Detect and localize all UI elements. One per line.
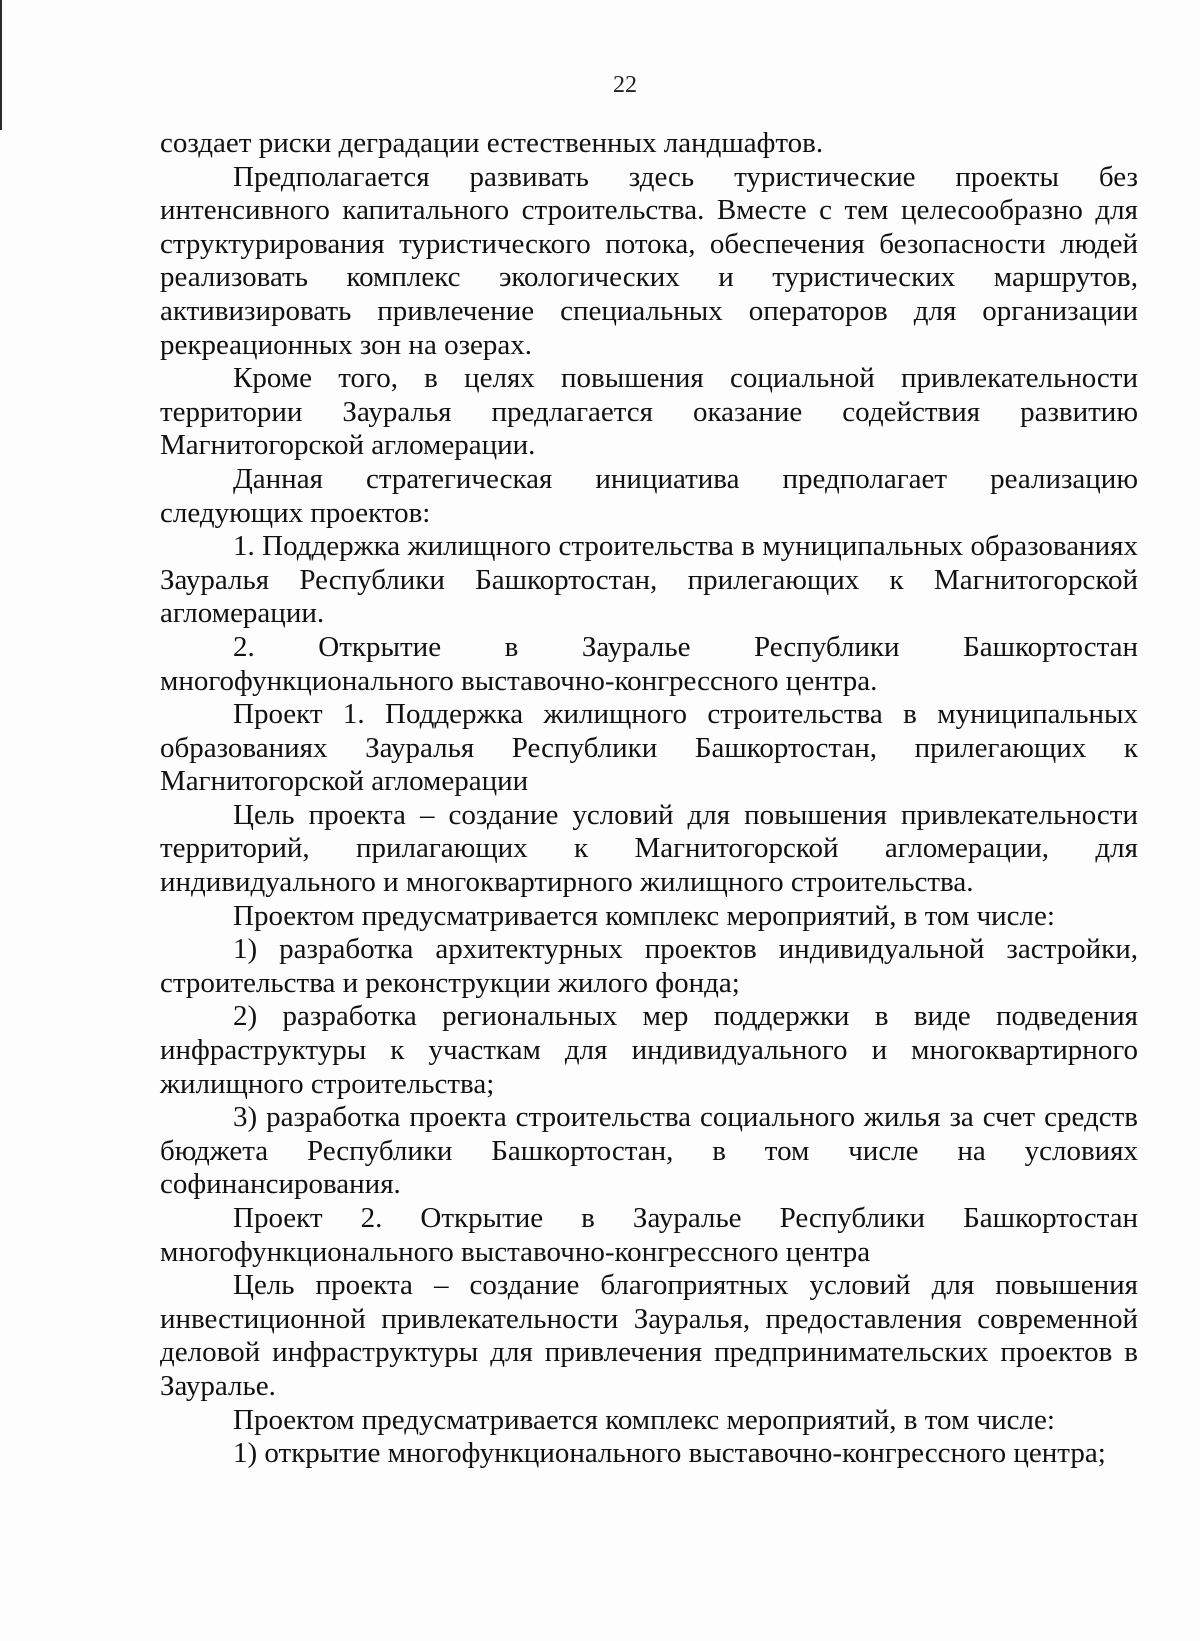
list-item-project-2: 2. Открытие в Зауралье Республики Башкортостан многофункционального выставочно-конгрессного центра. — [160, 630, 1138, 697]
project-2-measures-intro: Проектом предусматривается комплекс мероприятий, в том числе: — [233, 1403, 1055, 1436]
project-1-goal: Цель проекта – создание условий для повышения привлекательности территорий, прилагающих к Магнитогорской агломерации, для индивидуального и многоквартирного жилищного строительства. — [160, 798, 1138, 899]
paragraph-2: Предполагается развивать здесь туристические проекты без интенсивного капитального строительства. Вместе с тем целесообразно для структурирования туристического потока, обеспечения безопасности людей реализовать комплекс экологических и туристических маршрутов, активизировать привлечение специальных операторов для организации рекреационных зон на озерах. — [160, 160, 1138, 361]
project-1-measures-intro: Проектом предусматривается комплекс мероприятий, в том числе: — [233, 899, 1055, 932]
scan-edge-line — [0, 0, 2, 130]
project-1-measure-3: 3) разработка проекта строительства социального жилья за счет средств бюджета Республики Башкортостан, в том числе на условиях софинансирования. — [160, 1101, 1138, 1201]
page-number: 22 — [613, 72, 637, 98]
paragraph-4: Данная стратегическая инициатива предполагает реализацию следующих проектов: — [160, 462, 1138, 529]
project-1-measure-1: 1) разработка архитектурных проектов индивидуальной застройки, строительства и реконструкции жилого фонда; — [160, 933, 1138, 999]
document-body — [160, 127, 1138, 1471]
project-2-goal: Цель проекта – создание благоприятных условий для повышения инвестиционной привлекательности Зауралья, предоставления современной деловой инфраструктуры для привлечения предпринимательских проектов в Зауралье. — [160, 1269, 1138, 1402]
project-1-measure-2: 2) разработка региональных мер поддержки в виде подведения инфраструктуры к участкам для индивидуального и многоквартирного жилищного строительства; — [160, 1000, 1138, 1100]
list-item-project-1: 1. Поддержка жилищного строительства в муниципальных образованиях Зауралья Республики Башкортостан, прилегающих к Магнитогорской агломерации. — [160, 530, 1138, 630]
paragraph-3: Кроме того, в целях повышения социальной привлекательности территории Зауралья предлагается оказание содействия развитию Магнитогорской агломерации. — [160, 362, 1138, 462]
project-2-measure-1: 1) открытие многофункционального выставочно-конгрессного центра; — [233, 1437, 1106, 1470]
project-2-heading: Проект 2. Открытие в Зауралье Республики Башкортостан многофункционального выставочно-конгрессного центра — [160, 1202, 1138, 1268]
project-1-heading: Проект 1. Поддержка жилищного строительства в муниципальных образованиях Зауралья Республики Башкортостан, прилегающих к Магнитогорской агломерации — [160, 698, 1138, 798]
paragraph-1: создает риски деградации естественных ландшафтов. — [160, 127, 824, 159]
